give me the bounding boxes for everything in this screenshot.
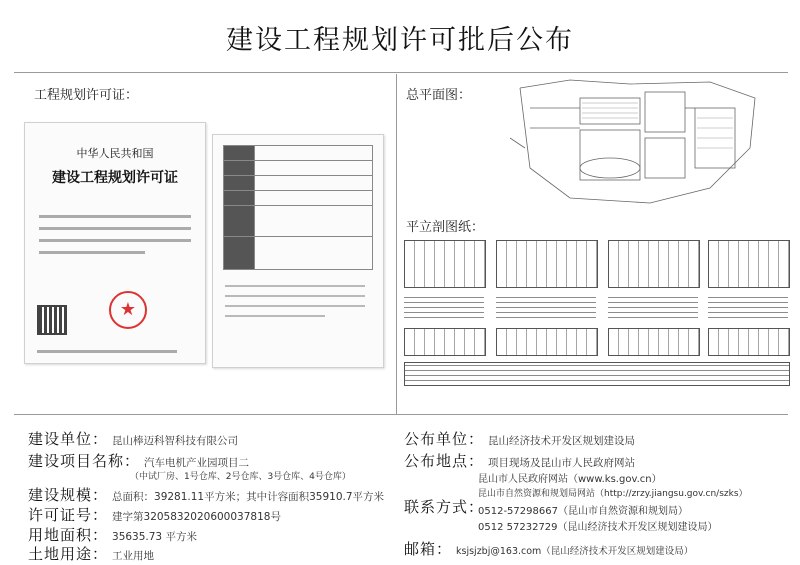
- land-use-row: [28, 543, 154, 564]
- permit-attachment-table: [223, 145, 373, 270]
- elevation-label: 平立剖图纸：: [406, 220, 485, 235]
- certificate-name: 建设工程规划许可证: [52, 170, 178, 186]
- pub-place-label: 公布地点：: [404, 452, 485, 470]
- contact-1: 0512-57298667（昆山市自然资源和规划局）: [478, 506, 688, 517]
- contact-label-row: [404, 496, 484, 517]
- site-plan-label: 总平面图：: [406, 88, 472, 103]
- email-row: [404, 538, 693, 559]
- scale-label: 建设规模：: [28, 486, 109, 504]
- permit-no-value: 建字第3205832020600037818号: [112, 511, 281, 523]
- permit-attachment-image: [212, 134, 384, 368]
- land-use-label: 土地用途：: [28, 545, 109, 563]
- project-note: （中试厂房、1号仓库、2号仓库、3号仓库、4号仓库）: [130, 472, 351, 482]
- contact-label: 联系方式：: [404, 498, 485, 516]
- certificate-body-text: [39, 215, 191, 263]
- scale-row: [28, 484, 384, 505]
- pub-place-row: [404, 450, 635, 471]
- scale-value: 总面积：39281.11平方米；其中计容面积35910.7平方米: [112, 491, 385, 503]
- pub-unit-value: 昆山经济技术开发区规划建设局: [488, 435, 636, 447]
- land-area-label: 用地面积：: [28, 526, 109, 544]
- builder-row: [28, 428, 238, 449]
- project-label: 建设项目名称：: [28, 452, 141, 470]
- qr-code-icon: [37, 305, 67, 335]
- land-area-value: 35635.73 平方米: [112, 531, 197, 543]
- center-divider: [396, 74, 397, 414]
- project-value: 汽车电机产业园项目二: [144, 457, 250, 469]
- email-label: 邮箱：: [404, 540, 453, 558]
- header-divider: [14, 72, 788, 73]
- info-divider: [14, 414, 788, 415]
- permit-no-row: [28, 504, 281, 525]
- land-use-value: 工业用地: [112, 550, 155, 562]
- site-plan-drawing: [510, 78, 760, 208]
- land-area-row: [28, 524, 197, 545]
- certificate-footer-line: [37, 350, 177, 353]
- contact-2: 0512 57232729（昆山经济技术开发区规划建设局）: [478, 522, 718, 533]
- builder-label: 建设单位：: [28, 430, 109, 448]
- pub-place-web2: 昆山市自然资源和规划局网站（http://zrzy.jiangsu.gov.cn/szks）: [478, 489, 748, 499]
- project-row: [28, 450, 249, 471]
- pub-unit-label: 公布单位：: [404, 430, 485, 448]
- permit-no-label: 许可证号：: [28, 506, 109, 524]
- builder-value: 昆山棒迈科智科技有限公司: [112, 435, 239, 447]
- certificate-country: 中华人民共和国: [76, 147, 154, 160]
- official-seal-icon: ★: [109, 291, 147, 329]
- email-value: ksjsjzbj@163.com（昆山经济技术开发区规划建设局）: [456, 546, 694, 557]
- page-title: 建设工程规划许可批后公布: [226, 25, 574, 56]
- permit-certificate-image: [24, 122, 206, 364]
- pub-place-web: 昆山市人民政府网站（www.ks.gov.cn）: [478, 474, 662, 485]
- pub-unit-row: [404, 428, 635, 449]
- permit-section-label: 工程规划许可证：: [34, 88, 139, 103]
- pub-place-value: 项目现场及昆山市人民政府网站: [488, 457, 636, 469]
